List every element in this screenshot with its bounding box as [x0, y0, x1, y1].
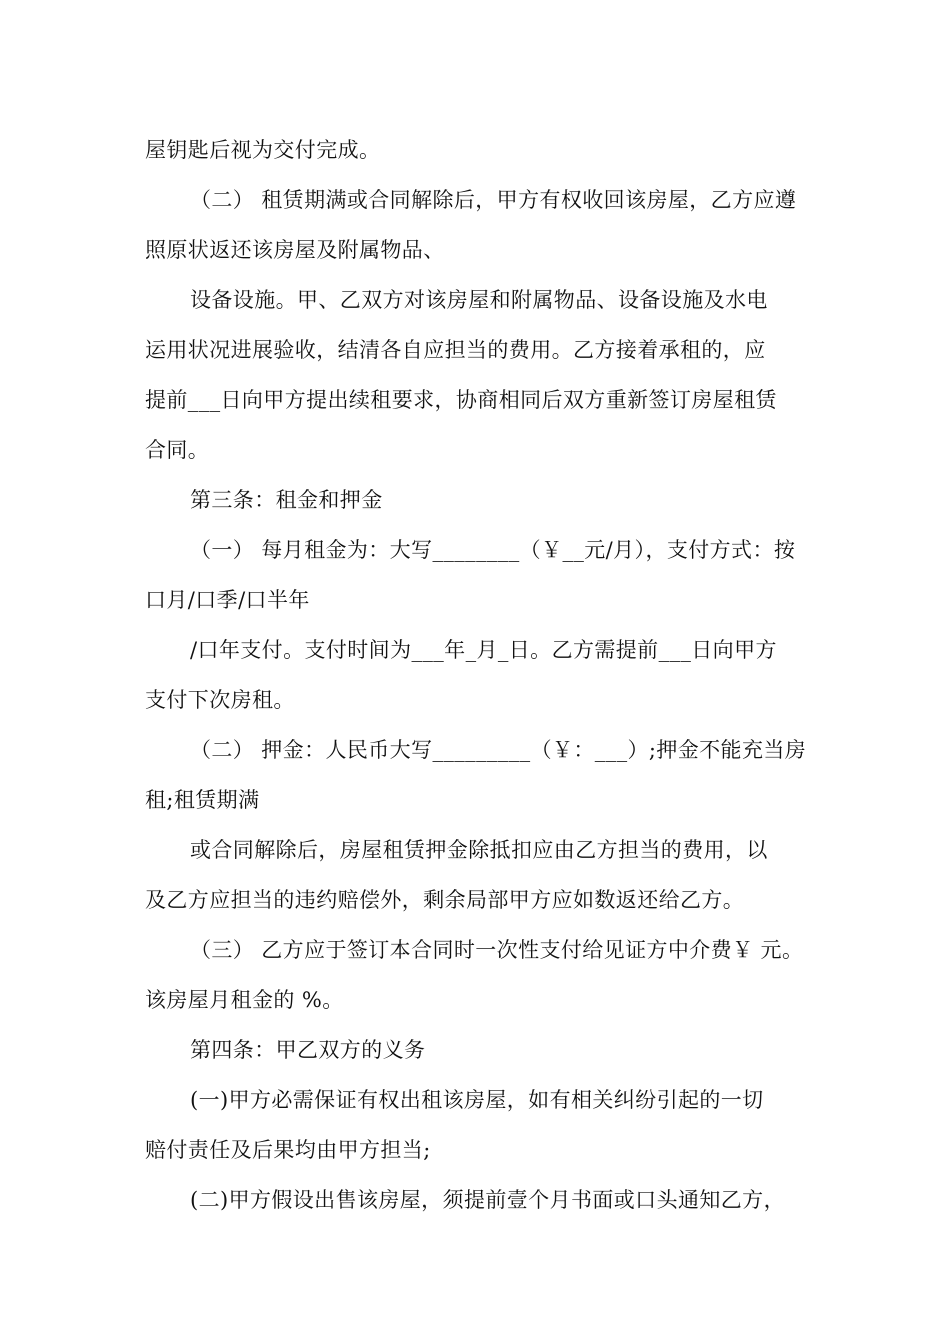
text-line: 照原状返还该房屋及附属物品、 [145, 238, 445, 262]
section-heading: 第四条：甲乙双方的义务 [190, 1038, 426, 1062]
text-line: 提前___日向甲方提出续租要求，协商相同后双方重新签订房屋租赁 [145, 388, 777, 412]
text-line: 设备设施。甲、乙双方对该房屋和附属物品、设备设施及水电 [190, 288, 768, 312]
text-line: （三） 乙方应于签订本合同时一次性支付给见证方中介费￥ 元。 [190, 938, 804, 962]
text-line: （二） 租赁期满或合同解除后，甲方有权收回该房屋，乙方应遵 [190, 188, 797, 212]
text-line: 屋钥匙后视为交付完成。 [145, 138, 381, 162]
text-line: 该房屋月租金的 %。 [145, 988, 344, 1012]
section-heading: 第三条：租金和押金 [190, 488, 383, 512]
text-line: 及乙方应担当的违约赔偿外，剩余局部甲方应如数返还给乙方。 [145, 888, 745, 912]
text-line: （二） 押金：人民币大写_________（￥：___）;押金不能充当房 [190, 738, 807, 762]
text-line: (一)甲方必需保证有权出租该房屋，如有相关纠纷引起的一切 [190, 1088, 764, 1112]
text-line: 租;租赁期满 [145, 788, 260, 812]
text-line: 赔付责任及后果均由甲方担当; [145, 1138, 431, 1162]
text-line: 支付下次房租。 [145, 688, 295, 712]
text-line: （一） 每月租金为：大写________（￥__元/月），支付方式：按 [190, 538, 796, 562]
text-line: (二)甲方假设出售该房屋，须提前壹个月书面或口头通知乙方， [190, 1188, 785, 1212]
text-line: 或合同解除后，房屋租赁押金除抵扣应由乙方担当的费用，以 [190, 838, 768, 862]
text-line: 口月/口季/口半年 [145, 588, 310, 612]
text-line: 运用状况进展验收，结清各自应担当的费用。乙方接着承租的，应 [145, 338, 766, 362]
text-line: /口年支付。支付时间为___年_月_日。乙方需提前___日向甲方 [190, 638, 777, 662]
text-line: 合同。 [145, 438, 210, 462]
